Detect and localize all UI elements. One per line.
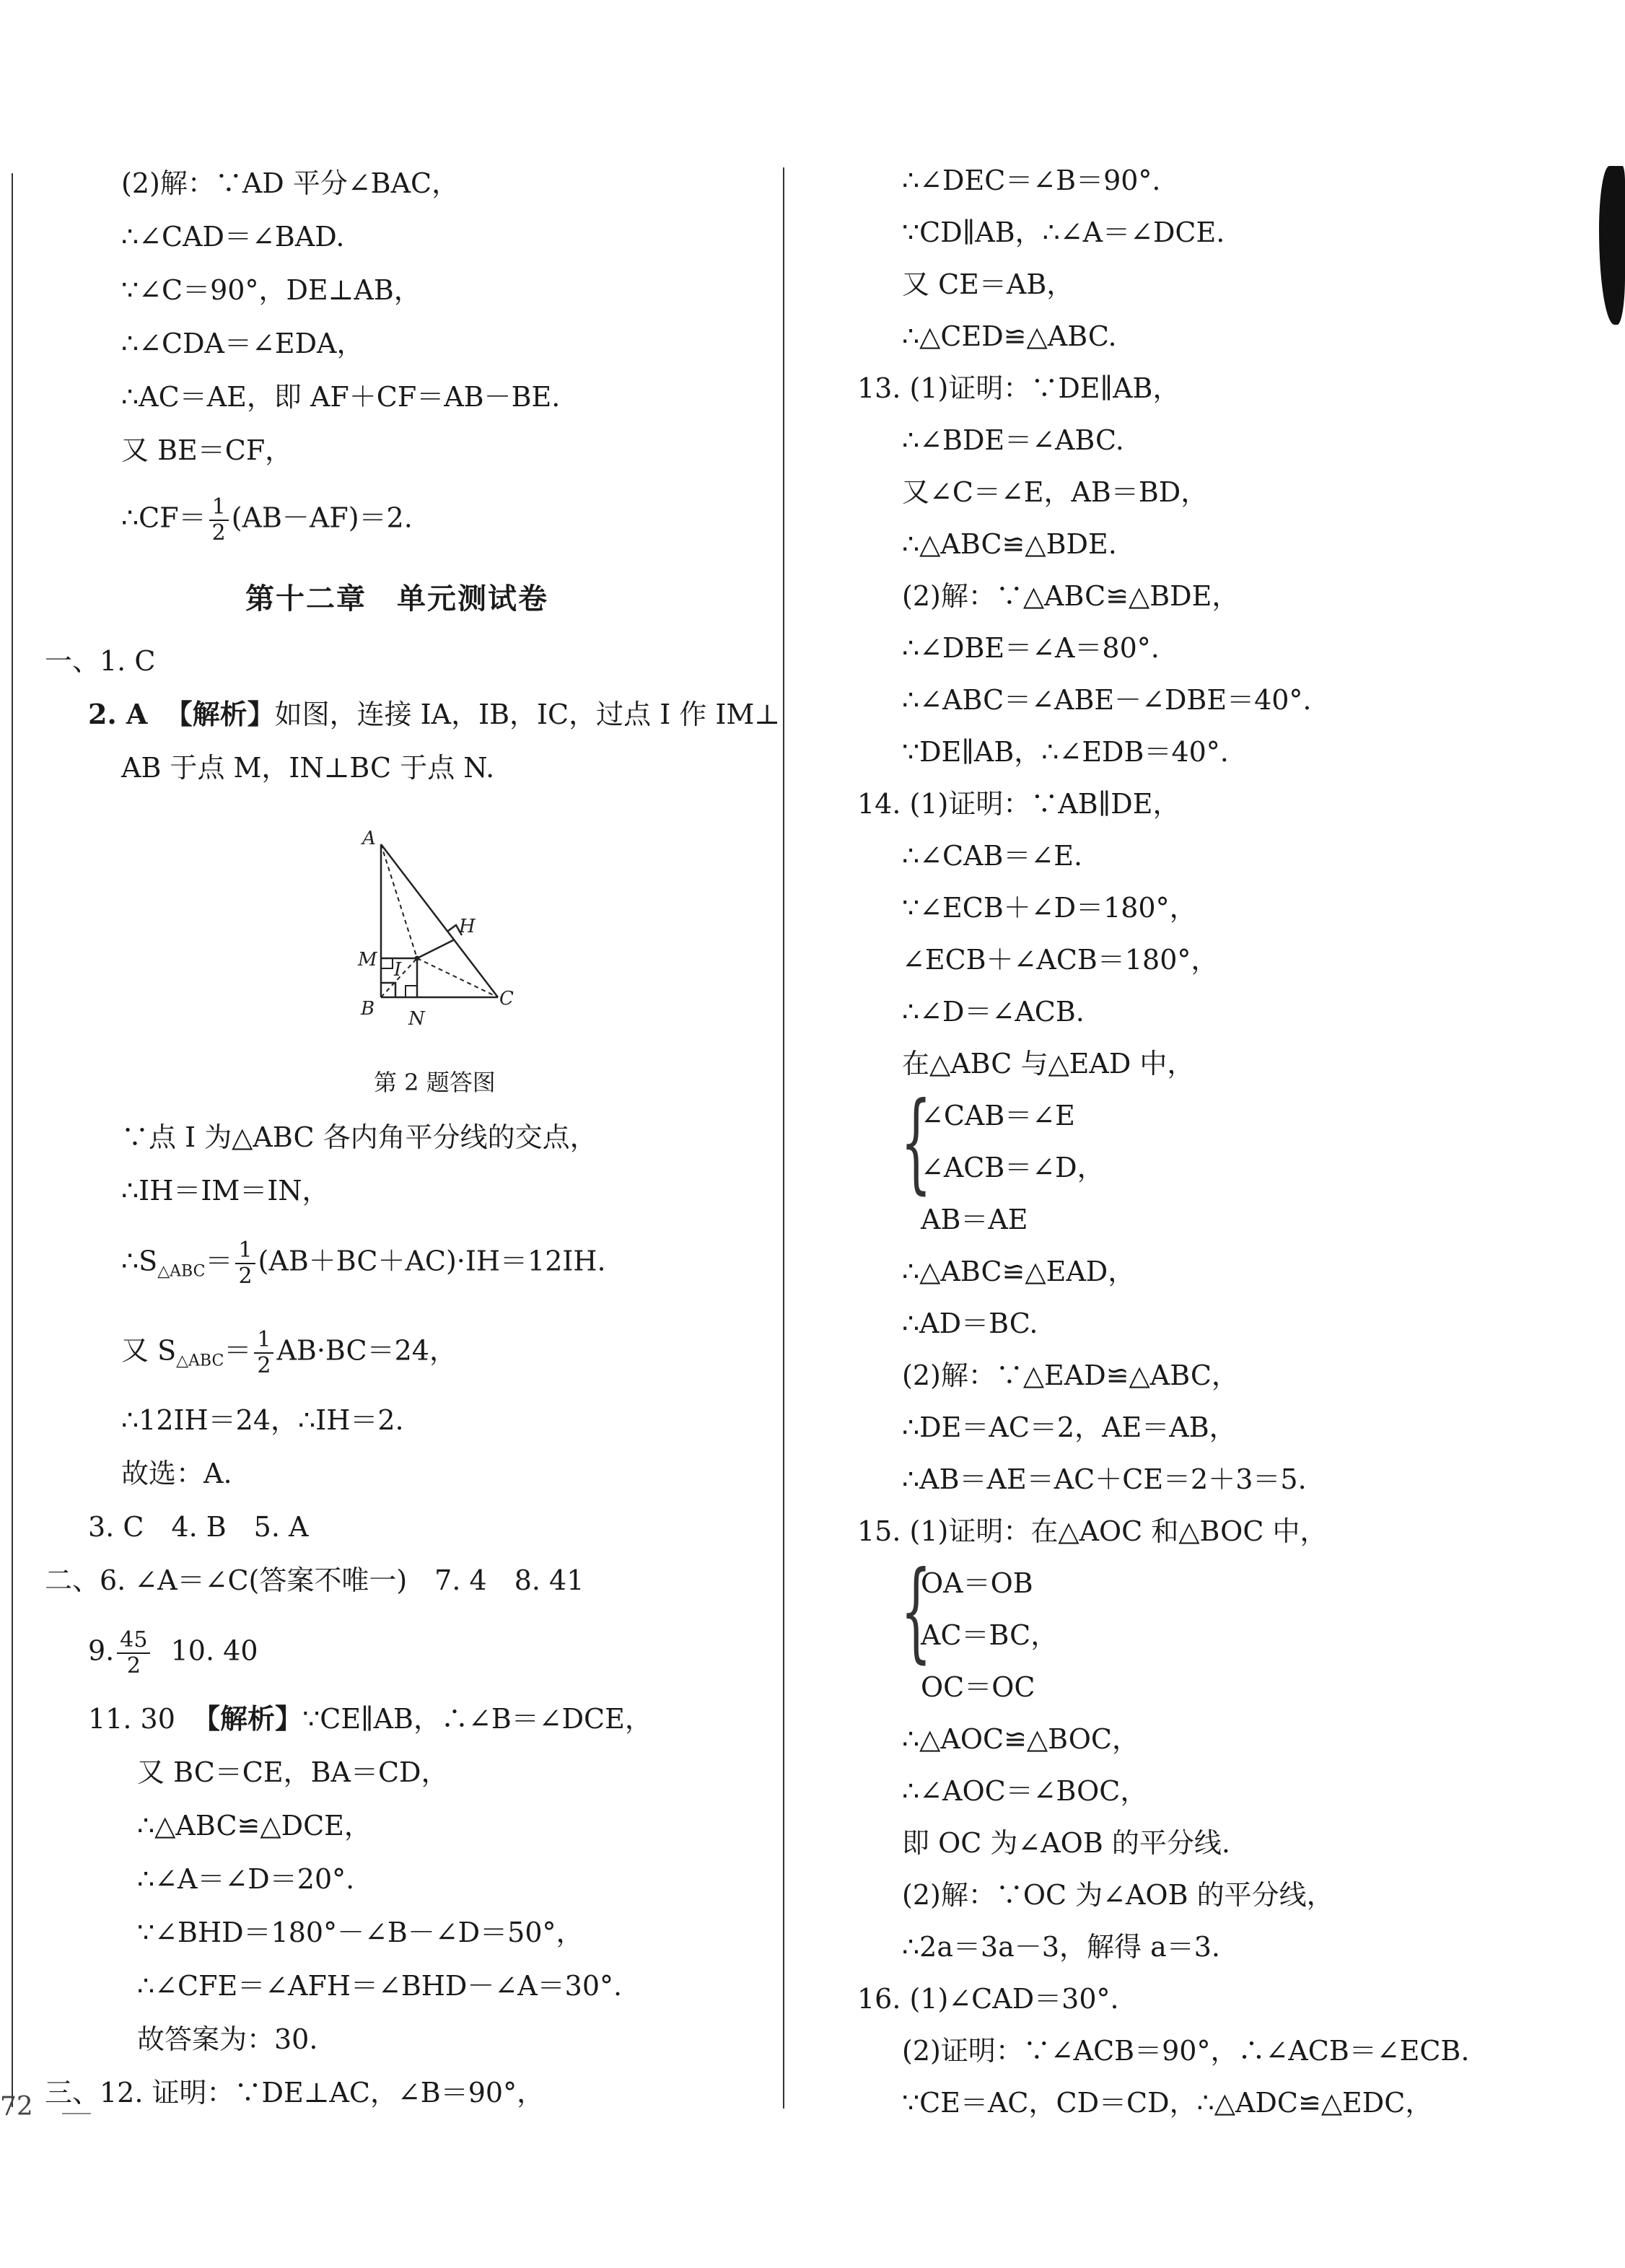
text-line: ∴△ABC≌△DCE，: [137, 1810, 372, 1842]
text-line: 在△ABC 与△EAD 中，: [902, 1048, 1195, 1080]
text-line: AB 于点 M，IN⊥BC 于点 N.: [121, 752, 495, 784]
text-line: ∴∠DEC＝∠B＝90°.: [902, 165, 1161, 196]
figure-caption: 第 2 题答图: [374, 1069, 496, 1096]
point-i: [415, 956, 420, 961]
text-line: ∵∠C＝90°，DE⊥AB，: [121, 274, 421, 306]
formula-line: [121, 1238, 606, 1290]
text: 又 S: [121, 1334, 177, 1367]
denominator: 2: [211, 520, 226, 546]
text-line: (2)解：∵OC 为∠AOB 的平分线，: [902, 1879, 1334, 1911]
text-line: ∴∠CDA＝∠EDA，: [121, 328, 364, 359]
analysis-tag: 【解析】: [193, 1702, 303, 1735]
label-h: H: [459, 916, 476, 937]
right-angle-m: [381, 958, 393, 968]
text-line: ∴∠BDE＝∠ABC.: [902, 424, 1124, 456]
text-line: ∴△ABC≌△BDE.: [902, 528, 1117, 560]
text-line: ∴△CED≌△ABC.: [902, 320, 1117, 352]
fraction: [235, 1238, 255, 1289]
answer-line: 二、6. ∠A＝∠C(答案不唯一) 7. 4 8. 41: [45, 1564, 584, 1596]
text-line: ∵CE＝AC，CD＝CD，∴△ADC≌△EDC，: [902, 2087, 1433, 2119]
denominator: 2: [238, 1264, 253, 1289]
right-angle-n: [406, 986, 417, 997]
system-brace: {: [901, 1080, 932, 1205]
answer-line: [88, 1702, 652, 1736]
text-line: 又∠C＝∠E，AB＝BD，: [902, 476, 1209, 508]
answer-line: 14. (1)证明：∵AB∥DE，: [857, 788, 1181, 820]
system-equation: ∠CAB＝∠E: [921, 1100, 1075, 1131]
subscript: △ABC: [176, 1352, 224, 1370]
fraction: [209, 495, 229, 546]
text-line: ∵∠ECB＋∠D＝180°，: [902, 892, 1197, 924]
text-line: ∴∠CFE＝∠AFH＝∠BHD－∠A＝30°.: [137, 1970, 623, 2002]
label-i: I: [394, 959, 402, 981]
text-line: ∴∠CAB＝∠E.: [902, 840, 1083, 872]
text-line: ∴12IH＝24，∴IH＝2.: [121, 1404, 404, 1436]
answer-line: 13. (1)证明：∵DE∥AB，: [857, 372, 1181, 404]
text: 如图，连接 IA，IB，IC，过点 I 作 IM⊥: [274, 699, 781, 730]
text-line: ∵∠BHD＝180°－∠B－∠D＝50°，: [137, 1917, 584, 1948]
text: 10. 40: [170, 1634, 258, 1667]
label-n: N: [408, 1008, 425, 1030]
label-c: C: [499, 988, 514, 1010]
text-line: ∴2a＝3a－3，解得 a＝3.: [902, 1931, 1221, 1963]
label-m: M: [358, 949, 377, 971]
text-line: ∴∠ABC＝∠ABE－∠DBE＝40°.: [902, 684, 1312, 716]
text: (AB－AF)＝2.: [231, 502, 413, 534]
column-divider: [783, 167, 784, 2109]
text-line: ∴△AOC≌△BOC，: [902, 1723, 1139, 1755]
system-equation: OC＝OC: [921, 1671, 1035, 1703]
triangle-figure: [346, 815, 534, 1032]
text-line: ∴∠D＝∠ACB.: [902, 996, 1085, 1028]
question-number: 11. 30: [88, 1703, 175, 1735]
numerator: 1: [209, 495, 229, 521]
fraction: [254, 1328, 273, 1378]
text-line: (2)解：∵△ABC≌△BDE，: [902, 580, 1240, 612]
denominator: 2: [126, 1653, 141, 1678]
denominator: 2: [257, 1353, 271, 1378]
chapter-title: 第十二章 单元测试卷: [245, 582, 548, 616]
text-line: 又 BC＝CE，BA＝CD，: [137, 1756, 449, 1788]
answer-line: 16. (1)∠CAD＝30°.: [857, 1983, 1119, 2015]
text: (AB＋BC＋AC)·IH＝12IH.: [258, 1245, 606, 1277]
text: AB·BC＝24，: [276, 1334, 457, 1367]
segment-ia: [381, 844, 417, 958]
text-line: ∴AD＝BC.: [902, 1308, 1038, 1339]
answer-line: 3. C 4. B 5. A: [88, 1511, 309, 1543]
answer-line: [88, 697, 780, 732]
text: ＝: [224, 1334, 252, 1367]
text-line: ∵点 I 为△ABC 各内角平分线的交点，: [121, 1121, 597, 1153]
text-line: ∵DE∥AB，∴∠EDB＝40°.: [902, 736, 1229, 768]
text-line: (2)解：∵AD 平分∠BAC，: [121, 167, 460, 199]
text-line: 故选：A.: [121, 1458, 232, 1489]
text-line: 又 BE＝CF，: [121, 434, 293, 466]
segment-ih: [417, 940, 455, 958]
text-line: ∠ECB＋∠ACB＝180°，: [902, 944, 1219, 976]
text: ∴S: [121, 1245, 158, 1277]
answer-line: 一、1. C: [45, 645, 156, 677]
text-line: ∴∠CAD＝∠BAD.: [121, 221, 345, 253]
subscript: △ABC: [157, 1262, 206, 1281]
text-line: 即 OC 为∠AOB 的平分线.: [902, 1827, 1230, 1859]
text-line: (2)解：∵△EAD≌△ABC，: [902, 1360, 1239, 1391]
text-line: ∴AC＝AE，即 AF＋CF＝AB－BE.: [121, 381, 561, 413]
text: ∵CE∥AB，∴∠B＝∠DCE，: [302, 1703, 652, 1735]
text: ∴CF＝: [121, 502, 206, 534]
system-equation: OA＝OB: [921, 1567, 1033, 1599]
page-number: 72: [0, 2092, 33, 2122]
text-line: 故答案为：30.: [137, 2023, 318, 2055]
text-line: ∴IH＝IM＝IN，: [121, 1175, 330, 1207]
system-equation: AC＝BC，: [921, 1619, 1059, 1651]
answer-line: 三、12. 证明：∵DE⊥AC，∠B＝90°，: [45, 2077, 545, 2109]
formula-line: [121, 495, 413, 546]
text-line: ∴∠AOC＝∠BOC，: [902, 1775, 1148, 1807]
page-number-dash: [62, 2113, 91, 2114]
system-equation: ∠ACB＝∠D，: [921, 1152, 1105, 1183]
text-line: ∴∠A＝∠D＝20°.: [137, 1863, 355, 1895]
question-number: 2. A: [88, 698, 148, 730]
answer-line: [88, 1628, 258, 1678]
numerator: 1: [254, 1328, 273, 1354]
text-line: ∵CD∥AB，∴∠A＝∠DCE.: [902, 216, 1225, 248]
formula-line: [121, 1328, 457, 1379]
text-line: 又 CE＝AB，: [902, 268, 1074, 300]
numerator: 45: [117, 1628, 150, 1654]
scan-edge-shadow: [1599, 166, 1625, 325]
system-equation: AB＝AE: [921, 1204, 1028, 1235]
text: 9.: [88, 1634, 115, 1667]
segment-ic: [417, 958, 498, 997]
label-a: A: [362, 828, 376, 849]
fraction: [117, 1628, 150, 1678]
system-brace: {: [901, 1549, 932, 1674]
analysis-tag: 【解析】: [165, 698, 275, 730]
left-margin-rule: [12, 173, 13, 2107]
text-line: ∴△ABC≌△EAD，: [902, 1256, 1136, 1287]
label-b: B: [361, 998, 375, 1020]
text: ＝: [205, 1245, 233, 1277]
text-line: ∴∠DBE＝∠A＝80°.: [902, 632, 1160, 664]
text-line: ∴DE＝AC＝2，AE＝AB，: [902, 1411, 1237, 1443]
text-line: (2)证明：∵∠ACB＝90°，∴∠ACB＝∠ECB.: [902, 2035, 1470, 2067]
numerator: 1: [235, 1238, 255, 1264]
text-line: ∴AB＝AE＝AC＋CE＝2＋3＝5.: [902, 1463, 1307, 1495]
answer-line: 15. (1)证明：在△AOC 和△BOC 中，: [857, 1515, 1328, 1547]
